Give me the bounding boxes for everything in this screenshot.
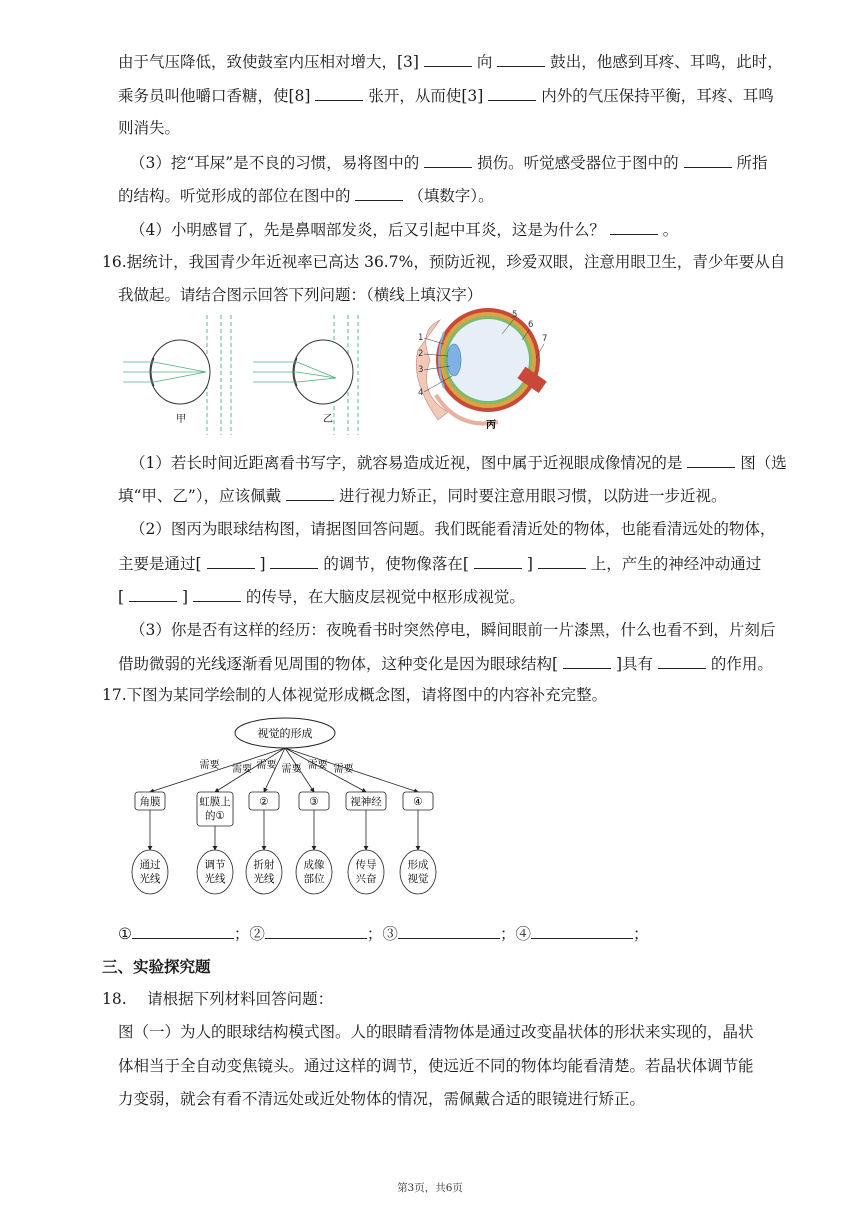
concept-node-label: 虹膜上: [199, 796, 231, 808]
text: ]: [259, 555, 266, 573]
concept-node-label: 视神经: [350, 796, 382, 808]
concept-function-label: 光线: [204, 873, 226, 885]
text: 填“甲、乙”），应该佩戴: [118, 487, 282, 505]
q16-line-2: 我做起。请结合图示回答下列问题：（横线上填汉字）: [118, 286, 483, 304]
svg-text:1: 1: [418, 333, 424, 343]
text: ]: [526, 555, 533, 573]
q18-para-2: 体相当于全自动变焦镜头。通过这样的调节，使远近不同的物体均能看清楚。若晶状体调节能: [118, 1057, 754, 1075]
concept-node-label: 角膜: [139, 796, 161, 808]
svg-text:7: 7: [542, 334, 548, 344]
text: ；④: [499, 925, 531, 943]
concept-function-label: 调节: [204, 859, 226, 871]
eye-diagram-jia: [123, 315, 231, 435]
concept-function-label: 通过: [139, 859, 161, 871]
q15-line-1: [118, 50, 783, 73]
text: 借助微弱的光线逐渐看见周围的物体，这种变化是因为眼球结构[: [118, 655, 559, 673]
q16-3-line-1: （3）你是否有这样的经历：夜晚看书时突然停电，瞬间眼前一片漆黑，什么也看不到，片刻后: [130, 621, 776, 639]
concept-function-label: 兴奋: [355, 873, 377, 885]
concept-function-label: 光线: [139, 873, 161, 885]
text: 的作用。: [710, 655, 773, 673]
section-title: 三、实验探究题: [102, 957, 211, 976]
text: 内外的气压保持平衡，耳疼、耳鸣: [541, 87, 774, 105]
answer-blank[interactable]: [658, 652, 706, 669]
concept-function-label: 视觉: [407, 873, 429, 885]
answer-blank[interactable]: [424, 50, 472, 67]
text: [: [118, 588, 125, 606]
q16-1-line-2: [118, 484, 727, 507]
text: ]: [181, 588, 188, 606]
q16-2-line-1: （2）图丙为眼球结构图，请据图回答问题。我们既能看清近处的物体，也能看清远处的物体，: [130, 520, 776, 538]
q17-line: 17.下图为某同学绘制的人体视觉形成概念图，请将图中的内容补充完整。: [102, 686, 608, 704]
text: 鼓出，他感到耳疼、耳鸣，此时，: [550, 53, 783, 71]
answer-blank[interactable]: [610, 218, 658, 235]
answer-blank-1[interactable]: [132, 922, 234, 939]
eye-diagram-bing: [416, 308, 547, 431]
label-jia: 甲: [176, 414, 186, 425]
text: （填数字）。: [408, 187, 494, 205]
q15-3-line-1: [130, 151, 768, 174]
q18-para-1: 图（一）为人的眼球结构模式图。人的眼睛看清物体是通过改变晶状体的形状来实现的，晶状: [118, 1023, 754, 1041]
answer-blank-3[interactable]: [398, 922, 500, 939]
text: ；: [632, 925, 649, 943]
concept-function: [296, 850, 332, 894]
answer-blank[interactable]: [474, 552, 522, 569]
text: （3）挖“耳屎”是不良的习惯，易将图中的: [130, 154, 420, 172]
svg-text:5: 5: [512, 310, 518, 320]
concept-node-label: ③: [309, 796, 319, 808]
q17-answer-line: [118, 922, 648, 945]
text: 进行视力矫正，同时要注意用眼习惯，以防进一步近视。: [338, 487, 727, 505]
eye-diagram-yi: [253, 315, 358, 435]
answer-blank-4[interactable]: [531, 922, 633, 939]
answer-blank[interactable]: [355, 184, 403, 201]
text: 的调节，使物像落在[: [323, 555, 469, 573]
text: （4）小明感冒了，先是鼻咽部发炎，后又引起中耳炎，这是为什么？: [130, 221, 605, 239]
answer-blank-2[interactable]: [265, 922, 367, 939]
q18-line: 18. 请根据下列材料回答问题：: [102, 990, 334, 1008]
concept-function-label: 形成: [407, 859, 429, 871]
concept-node-label: ④: [413, 796, 423, 808]
concept-function-label: 光线: [253, 873, 275, 885]
concept-function-label: 部位: [303, 873, 325, 885]
text: 所指: [736, 154, 768, 172]
edge-label: 需要: [232, 764, 252, 775]
edge-label: 需要: [333, 764, 354, 775]
text: 张开，从而使[3]: [368, 87, 484, 105]
svg-text:4: 4: [418, 388, 424, 398]
answer-blank[interactable]: [497, 50, 545, 67]
answer-blank[interactable]: [424, 151, 472, 168]
svg-text:2: 2: [418, 349, 424, 359]
edge-label: 需要: [199, 760, 220, 771]
text: 乘务员叫他嚼口香糖，使[8]: [118, 87, 311, 105]
answer-blank[interactable]: [129, 585, 177, 602]
answer-blank[interactable]: [538, 552, 586, 569]
answer-blank[interactable]: [687, 451, 735, 468]
text: 图（选: [740, 454, 787, 472]
answer-blank[interactable]: [286, 484, 334, 501]
concept-root-label: 视觉的形成: [257, 727, 313, 740]
answer-blank[interactable]: [207, 552, 255, 569]
text: （1）若长时间近距离看书写字，就容易造成近视，图中属于近视眼成像情况的是: [130, 454, 683, 472]
answer-blank[interactable]: [270, 552, 318, 569]
text: ；③: [366, 925, 398, 943]
svg-text:3: 3: [418, 365, 424, 375]
label-bing: 丙: [486, 420, 496, 431]
text: 由于气压降低，致使鼓室内压相对增大，[3]: [118, 53, 419, 71]
q15-4-line: [130, 218, 678, 241]
svg-text:6: 6: [528, 320, 534, 330]
q16-1-line-1: [130, 451, 787, 474]
concept-function: [132, 850, 168, 894]
text: ①: [118, 925, 132, 943]
q16-2-line-3: [118, 585, 525, 608]
q16-3-line-2: [118, 652, 773, 675]
answer-blank[interactable]: [488, 84, 536, 101]
label-yi: 乙: [323, 414, 333, 425]
answer-blank[interactable]: [193, 585, 241, 602]
concept-function-label: 折射: [253, 859, 275, 871]
eye-figure: [118, 300, 578, 440]
concept-function: [400, 850, 436, 894]
text: 损伤。听觉感受器位于图中的: [477, 154, 679, 172]
q15-line-2: [118, 84, 774, 107]
text: 主要是通过[: [118, 555, 202, 573]
page-footer: 第3页，共6页: [397, 1182, 463, 1194]
concept-function: [197, 850, 233, 894]
q15-3-line-2: [118, 184, 494, 207]
text: 向: [476, 53, 493, 71]
edge-label: 需要: [307, 760, 328, 771]
concept-function: [348, 850, 384, 894]
edge-label: 需要: [281, 764, 302, 775]
concept-node-label: ②: [259, 796, 269, 808]
q15-line-3: 则消失。: [118, 119, 181, 137]
q18-para-3: 力变弱，就会有看不清远处或近处物体的情况，需佩戴合适的眼镜进行矫正。: [118, 1090, 646, 1108]
answer-blank[interactable]: [563, 652, 611, 669]
text: 的结构。听觉形成的部位在图中的: [118, 187, 351, 205]
text: 上，产生的神经冲动通过: [590, 555, 762, 573]
concept-function-label: 传导: [355, 859, 377, 871]
concept-function-label: 成像: [303, 859, 325, 871]
edge-label: 需要: [256, 760, 277, 771]
q16-line-1: 16.据统计，我国青少年近视率已高达 36.7%，预防近视，珍爱双眼，注意用眼卫生，青少年要从自: [102, 253, 786, 271]
text: 。: [662, 221, 679, 239]
text: ]具有: [615, 655, 653, 673]
q16-2-line-2: [118, 552, 761, 575]
answer-blank[interactable]: [315, 84, 363, 101]
concept-function: [246, 850, 282, 894]
concept-map: [118, 710, 458, 910]
answer-blank[interactable]: [684, 151, 732, 168]
text: 的传导，在大脑皮层视觉中枢形成视觉。: [245, 588, 525, 606]
concept-node-label: 的①: [205, 810, 225, 822]
text: ；②: [233, 925, 265, 943]
